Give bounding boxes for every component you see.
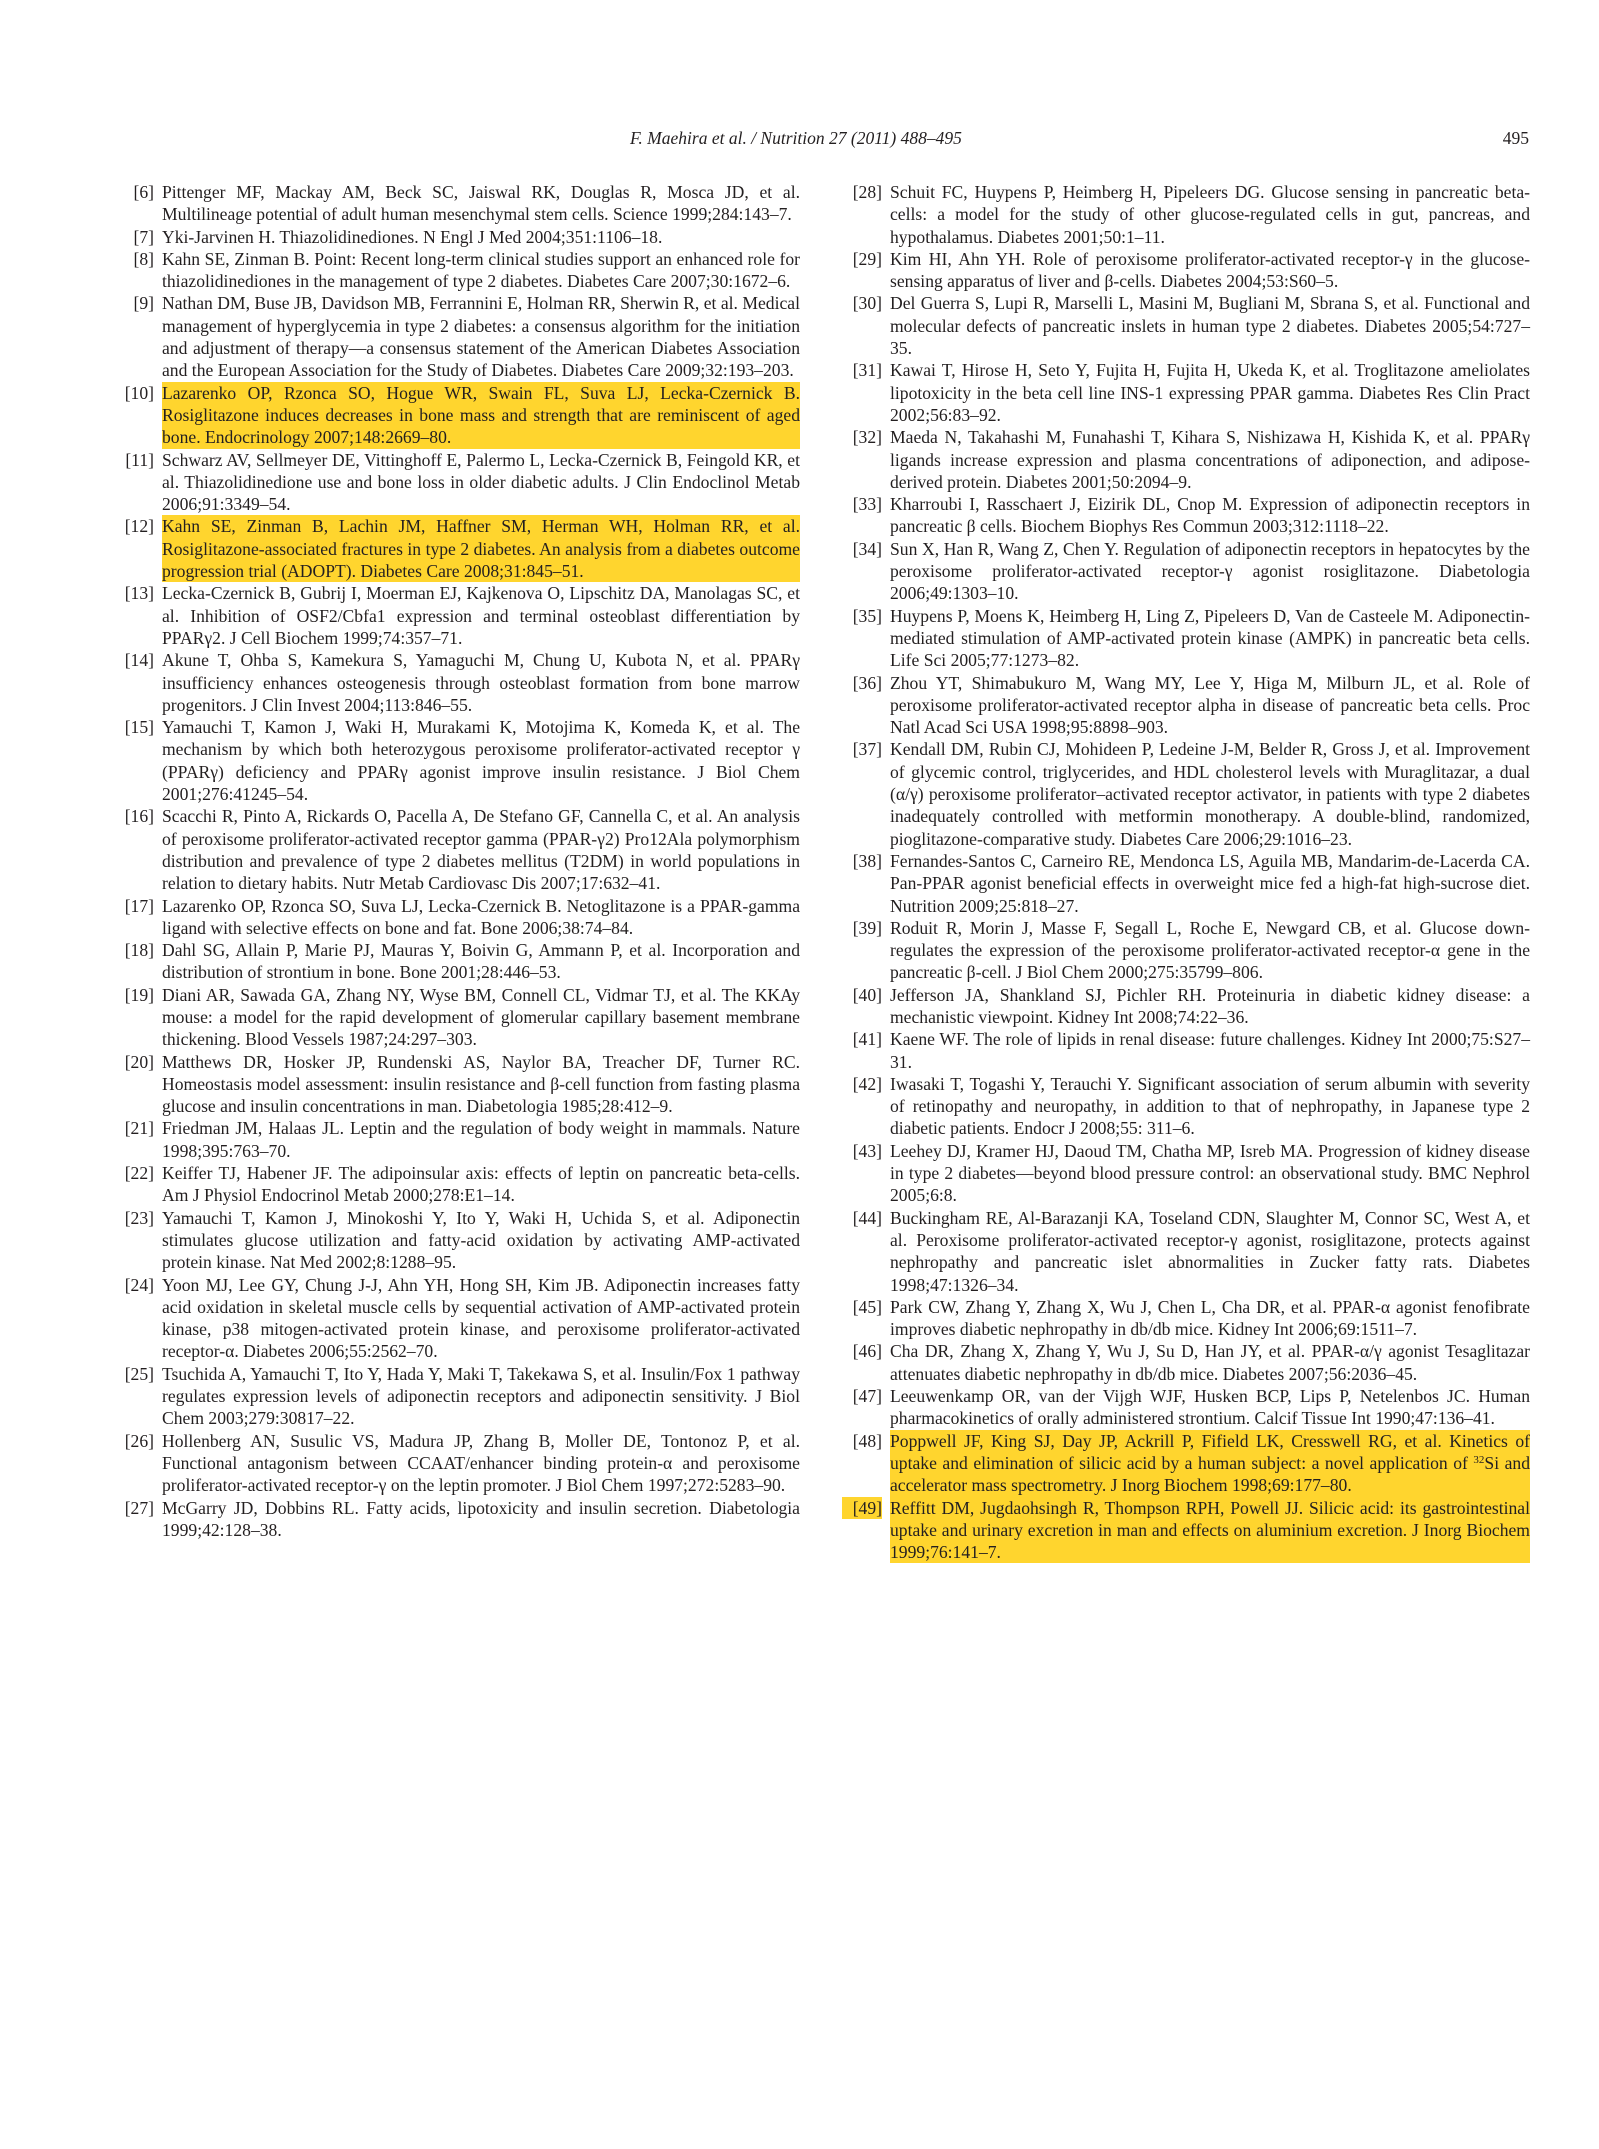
reference-text: Kim HI, Ahn YH. Role of peroxisome proliferator-activated receptor-γ in the glucose-sensing apparatus of liver and β-cells. Diabetes 2004;53:S60–5.	[890, 248, 1530, 292]
running-header	[0, 128, 1599, 154]
reference-number: [15]	[124, 717, 154, 738]
reference-text: Kahn SE, Zinman B. Point: Recent long-term clinical studies support an enhanced role for thiazolidinediones in the management of type 2 diabetes. Diabetes Care 2007;30:1672–6.	[162, 248, 800, 292]
reference-text: Fernandes-Santos C, Carneiro RE, Mendonca LS, Aguila MB, Mandarim-de-Lacerda CA. Pan-PPAR agonist beneficial effects in overweight mice fed a high-fat high-sucrose diet. Nutrition 2009;25:818–27.	[890, 850, 1530, 916]
reference-number: [35]	[852, 605, 882, 626]
reference-item	[842, 672, 1530, 739]
journal-citation: F. Maehira et al. / Nutrition 27 (2011) 488–495	[630, 128, 962, 148]
reference-number: [25]	[124, 1363, 154, 1384]
reference-item-highlighted	[842, 1430, 1530, 1497]
reference-text: Sun X, Han R, Wang Z, Chen Y. Regulation of adiponectin receptors in hepatocytes by the peroxisome proliferator-activated receptor-γ agonist rosiglitazone. Diabetologia 2006;49:1303–10.	[890, 538, 1530, 604]
reference-text: Lecka-Czernick B, Gubrij I, Moerman EJ, Kajkenova O, Lipschitz DA, Manolagas SC, et al. Inhibition of OSF2/Cbfa1 expression and terminal osteoblast differentiation by PPARγ2. J Cell Biochem 1999;74:357–71.	[162, 583, 800, 648]
reference-text: Diani AR, Sawada GA, Zhang NY, Wyse BM, Connell CL, Vidmar TJ, et al. The KKAy mouse: a model for the rapid development of glomerular capillary basement membrane thickening. Blood Vessels 1987;24:297–303.	[162, 984, 800, 1050]
reference-number: [47]	[852, 1386, 882, 1407]
reference-text: Del Guerra S, Lupi R, Marselli L, Masini M, Bugliani M, Sbrana S, et al. Functional and molecular defects of pancreatic inslets in human type 2 diabetes. Diabetes 2005;54:727–35.	[890, 293, 1530, 359]
reference-item	[842, 181, 1530, 248]
reference-text-highlighted: Reffitt DM, Jugdaohsingh R, Thompson RPH, Powell JJ. Silicic acid: its gastrointestinal uptake and urinary excretion in man and effects on aluminium excretion. J Inorg Biochem 1999;76:141–7.	[890, 1497, 1530, 1563]
reference-text: Jefferson JA, Shankland SJ, Pichler RH. Proteinuria in diabetic kidney disease: a mechanistic viewpoint. Kidney Int 2008;74:22–36.	[890, 984, 1530, 1027]
reference-number: [19]	[124, 984, 154, 1005]
reference-number: [13]	[124, 583, 154, 604]
reference-number: [48]	[852, 1430, 882, 1451]
reference-number: [38]	[852, 850, 882, 871]
reference-item	[114, 1363, 800, 1430]
reference-item-highlighted	[114, 382, 800, 449]
reference-item	[114, 1274, 800, 1363]
reference-item	[114, 292, 800, 381]
reference-item	[842, 493, 1530, 538]
reference-item	[842, 605, 1530, 672]
reference-item	[842, 359, 1530, 426]
reference-item-highlighted	[114, 515, 800, 582]
reference-number: [45]	[852, 1296, 882, 1317]
isotope-superscript: 32	[1473, 1453, 1485, 1466]
reference-text: Kendall DM, Rubin CJ, Mohideen P, Ledeine J-M, Belder R, Gross J, et al. Improvement of glycemic control, triglycerides, and HDL cholesterol levels with Muraglitazar, a dual (α/γ) peroxisome proliferator–activated receptor activator, in patients with type 2 diabetes inadequately controlled with metformin monotherapy. A double-blind, randomized, pioglitazone-comparative study. Diabetes Care 2006;29:1016–23.	[890, 739, 1530, 849]
reference-text: Yamauchi T, Kamon J, Minokoshi Y, Ito Y, Waki H, Uchida S, et al. Adiponectin stimulates glucose utilization and fatty-acid oxidation by activating AMP-activated protein kinase. Nat Med 2002;8:1288–95.	[162, 1207, 800, 1273]
reference-item	[842, 984, 1530, 1029]
reference-text: Lazarenko OP, Rzonca SO, Suva LJ, Lecka-Czernick B. Netoglitazone is a PPAR-gamma ligand with selective effects on bone and fat. Bone 2006;38:74–84.	[162, 895, 800, 938]
reference-number-highlighted: [49]	[842, 1497, 882, 1519]
reference-text-highlighted: Lazarenko OP, Rzonca SO, Hogue WR, Swain FL, Suva LJ, Lecka-Czernick B. Rosiglitazone induces decreases in bone mass and strength that are reminiscent of aged bone. Endocrinology 2007;148:2669–80.	[162, 382, 800, 448]
reference-number: [17]	[124, 895, 154, 916]
reference-number: [36]	[852, 672, 882, 693]
reference-number: [32]	[852, 427, 882, 448]
reference-number: [10]	[124, 382, 154, 403]
reference-number: [28]	[852, 182, 882, 202]
reference-item	[842, 292, 1530, 359]
reference-text: Huypens P, Moens K, Heimberg H, Ling Z, Pipeleers D, Van de Casteele M. Adiponectin-mediated stimulation of AMP-activated protein kinase (AMPK) in pancreatic beta cells. Life Sci 2005;77:1273–82.	[890, 605, 1530, 671]
reference-text: Kawai T, Hirose H, Seto Y, Fujita H, Fujita H, Ukeda K, et al. Troglitazone ameliolates lipotoxicity in the beta cell line INS-1 expressing PPAR gamma. Diabetes Res Clin Pract 2002;56:83–92.	[890, 360, 1530, 425]
reference-item	[114, 805, 800, 894]
reference-item	[842, 1073, 1530, 1140]
reference-number: [18]	[124, 940, 154, 961]
reference-text: Friedman JM, Halaas JL. Leptin and the regulation of body weight in mammals. Nature 1998;395:763–70.	[162, 1118, 800, 1161]
reference-number: [14]	[124, 650, 154, 671]
reference-text: Leeuwenkamp OR, van der Vijgh WJF, Husken BCP, Lips P, Netelenbos JC. Human pharmacokinetics of orally administered strontium. Calcif Tissue Int 1990;47:136–41.	[890, 1386, 1530, 1429]
reference-number: [27]	[124, 1497, 154, 1518]
reference-text: Scacchi R, Pinto A, Rickards O, Pacella A, De Stefano GF, Cannella C, et al. An analysis of peroxisome proliferator-activated receptor gamma (PPAR-γ2) Pro12Ala polymorphism distribution and prevalence of type 2 diabetes mellitus (T2DM) in world populations in relation to dietary habits. Nutr Metab Cardiovasc Dis 2007;17:632–41.	[162, 806, 800, 894]
reference-item	[842, 850, 1530, 917]
reference-number: [21]	[124, 1118, 154, 1139]
reference-text: Yki-Jarvinen H. Thiazolidinediones. N Engl J Med 2004;351:1106–18.	[162, 226, 663, 247]
reference-text: Nathan DM, Buse JB, Davidson MB, Ferrannini E, Holman RR, Sherwin R, et al. Medical management of hyperglycemia in type 2 diabetes: a consensus algorithm for the initiation and adjustment of therapy—a consensus statement of the American Diabetes Association and the European Association for the Study of Diabetes. Diabetes Care 2009;32:193–203.	[162, 293, 800, 381]
reference-number: [20]	[124, 1051, 154, 1072]
reference-text: Buckingham RE, Al-Barazanji KA, Toseland CDN, Slaughter M, Connor SC, West A, et al. Peroxisome proliferator-activated receptor-γ agonist, rosiglitazone, protects against nephropathy and pancreatic islet abnormalities in Zucker fatty rats. Diabetes 1998;47:1326–34.	[890, 1207, 1530, 1295]
reference-item	[842, 1028, 1530, 1073]
reference-item	[842, 1340, 1530, 1385]
reference-number: [6]	[133, 182, 154, 202]
reference-text: Yoon MJ, Lee GY, Chung J-J, Ahn YH, Hong SH, Kim JB. Adiponectin increases fatty acid oxidation in skeletal muscle cells by sequential activation of AMP-activated protein kinase, p38 mitogen-activated protein kinase, and peroxisome proliferator-activated receptor-α. Diabetes 2006;55:2562–70.	[162, 1274, 800, 1362]
reference-text: Kharroubi I, Rasschaert J, Eizirik DL, Cnop M. Expression of adiponectin receptors in pancreatic β cells. Biochem Biophys Res Commun 2003;312:1118–22.	[890, 494, 1530, 537]
reference-item	[842, 426, 1530, 493]
reference-text: Schwarz AV, Sellmeyer DE, Vittinghoff E, Palermo L, Lecka-Czernick B, Feingold KR, et al. Thiazolidinedione use and bone loss in older diabetic adults. J Clin Endoclinol Metab 2006;91:3349–54.	[162, 449, 800, 515]
reference-item	[114, 1117, 800, 1162]
reference-text-highlighted	[890, 1430, 1530, 1497]
reference-item	[842, 538, 1530, 605]
reference-item	[114, 449, 800, 516]
reference-item-highlighted	[842, 1497, 1530, 1564]
page-number: 495	[1502, 128, 1529, 148]
reference-text: Keiffer TJ, Habener JF. The adipoinsular axis: effects of leptin on pancreatic beta-cells. Am J Physiol Endocrinol Metab 2000;278:E1–14.	[162, 1163, 800, 1206]
reference-item	[842, 1207, 1530, 1296]
reference-item	[842, 738, 1530, 849]
reference-number: [34]	[852, 538, 882, 559]
reference-item	[114, 1430, 800, 1497]
reference-number: [39]	[852, 917, 882, 938]
reference-item	[842, 1296, 1530, 1341]
reference-text: Zhou YT, Shimabukuro M, Wang MY, Lee Y, Higa M, Milburn JL, et al. Role of peroxisome proliferator-activated receptor alpha in disease of pancreatic beta cells. Proc Natl Acad Sci USA 1998;95:8898–903.	[890, 672, 1530, 738]
reference-number: [46]	[852, 1341, 882, 1362]
reference-number: [22]	[124, 1163, 154, 1184]
reference-text: Cha DR, Zhang X, Zhang Y, Wu J, Su D, Han JY, et al. PPAR-α/γ agonist Tesaglitazar attenuates diabetic nephropathy in db/db mice. Diabetes 2007;56:2036–45.	[890, 1341, 1530, 1384]
reference-number: [24]	[124, 1274, 154, 1295]
reference-text-part: Si and accelerator mass spectrometry. J Inorg Biochem 1998;69:177–80.	[890, 1452, 1531, 1496]
reference-number: [29]	[852, 248, 882, 269]
reference-number: [44]	[852, 1207, 882, 1228]
references-left-column	[114, 181, 800, 1541]
reference-number: [30]	[852, 293, 882, 314]
reference-item	[114, 984, 800, 1051]
reference-number: [33]	[852, 494, 882, 515]
reference-number: [37]	[852, 739, 882, 760]
reference-number: [40]	[852, 984, 882, 1005]
reference-number: [23]	[124, 1207, 154, 1228]
reference-item	[114, 582, 800, 649]
reference-text: Kaene WF. The role of lipids in renal disease: future challenges. Kidney Int 2000;75:S27–31.	[890, 1029, 1530, 1072]
reference-number: [9]	[133, 293, 154, 314]
reference-text: Iwasaki T, Togashi Y, Terauchi Y. Significant association of serum albumin with severity of retinopathy and neuropathy, in addition to that of nephropathy, in Japanese type 2 diabetic patients. Endocr J 2008;55: 311–6.	[890, 1073, 1530, 1139]
reference-number: [7]	[133, 226, 154, 247]
reference-number: [41]	[852, 1029, 882, 1050]
reference-number: [12]	[124, 516, 154, 537]
reference-number: [43]	[852, 1140, 882, 1161]
references-right-column	[842, 181, 1530, 1563]
reference-text: Tsuchida A, Yamauchi T, Ito Y, Hada Y, Maki T, Takekawa S, et al. Insulin/Fox 1 pathway regulates expression levels of adiponectin receptors and adiponectin sensitivity. J Biol Chem 2003;279:30817–22.	[162, 1363, 800, 1429]
reference-number: [8]	[133, 248, 154, 269]
reference-item	[114, 1051, 800, 1118]
reference-number: [11]	[125, 449, 154, 470]
reference-text: Park CW, Zhang Y, Zhang X, Wu J, Chen L, Cha DR, et al. PPAR-α agonist fenofibrate improves diabetic nephropathy in db/db mice. Kidney Int 2006;69:1511–7.	[890, 1296, 1530, 1340]
reference-text: Hollenberg AN, Susulic VS, Madura JP, Zhang B, Moller DE, Tontonoz P, et al. Functional antagonism between CCAAT/enhancer binding protein-α and peroxisome proliferator-activated receptor-γ on the leptin promoter. J Biol Chem 1997;272:5283–90.	[162, 1430, 800, 1496]
reference-text: Pittenger MF, Mackay AM, Beck SC, Jaiswal RK, Douglas R, Mosca JD, et al. Multilineage potential of adult human mesenchymal stem cells. Science 1999;284:143–7.	[162, 182, 800, 225]
reference-item	[842, 248, 1530, 293]
reference-item	[114, 716, 800, 805]
reference-text: Maeda N, Takahashi M, Funahashi T, Kihara S, Nishizawa H, Kishida K, et al. PPARγ ligands increase expression and plasma concentrations of adiponection, and adipose-derived protein. Diabetes 2001;50:2094–9.	[890, 427, 1530, 492]
reference-text: Yamauchi T, Kamon J, Waki H, Murakami K, Motojima K, Komeda K, et al. The mechanism by which both heterozygous peroxisome proliferator-activated receptor γ (PPARγ) deficiency and PPARγ agonist improve insulin resistance. J Biol Chem 2001;276:41245–54.	[162, 717, 800, 805]
reference-item	[114, 248, 800, 293]
reference-item	[842, 1140, 1530, 1207]
reference-text: Dahl SG, Allain P, Marie PJ, Mauras Y, Boivin G, Ammann P, et al. Incorporation and distribution of strontium in bone. Bone 2001;28:446–53.	[162, 940, 800, 983]
reference-number: [31]	[852, 360, 882, 381]
reference-text: Leehey DJ, Kramer HJ, Daoud TM, Chatha MP, Isreb MA. Progression of kidney disease in type 2 diabetes—beyond blood pressure control: an observational study. BMC Nephrol 2005;6:8.	[890, 1140, 1530, 1206]
reference-item	[842, 917, 1530, 984]
reference-number: [26]	[124, 1430, 154, 1451]
reference-text: McGarry JD, Dobbins RL. Fatty acids, lipotoxicity and insulin secretion. Diabetologia 1999;42:128–38.	[162, 1497, 800, 1540]
reference-number: [16]	[124, 806, 154, 827]
reference-item	[114, 181, 800, 226]
reference-text: Roduit R, Morin J, Masse F, Segall L, Roche E, Newgard CB, et al. Glucose down-regulates the expression of the peroxisome proliferator-activated receptor-α gene in the pancreatic β-cell. J Biol Chem 2000;275:35799–806.	[890, 917, 1530, 983]
reference-text-highlighted: Kahn SE, Zinman B, Lachin JM, Haffner SM, Herman WH, Holman RR, et al. Rosiglitazone-associated fractures in type 2 diabetes. An analysis from a diabetes outcome progression trial (ADOPT). Diabetes Care 2008;31:845–51.	[162, 516, 800, 582]
reference-number: [42]	[852, 1073, 882, 1094]
reference-text: Schuit FC, Huypens P, Heimberg H, Pipeleers DG. Glucose sensing in pancreatic beta-cells: a model for the study of other glucose-regulated cells in gut, pancreas, and hypothalamus. Diabetes 2001;50:1–11.	[890, 182, 1530, 247]
reference-item	[114, 895, 800, 940]
reference-item	[114, 1162, 800, 1207]
reference-text-part: Poppwell JF, King SJ, Day JP, Ackrill P, Fifield LK, Cresswell RG, et al. Kinetics of uptake and elimination of silicic acid by a human subject: a novel application of	[890, 1430, 1530, 1473]
reference-item	[114, 939, 800, 984]
reference-item	[114, 1497, 800, 1542]
reference-item	[842, 1385, 1530, 1430]
reference-text: Matthews DR, Hosker JP, Rundenski AS, Naylor BA, Treacher DF, Turner RC. Homeostasis model assessment: insulin resistance and β-cell function from fasting plasma glucose and insulin concentrations in man. Diabetologia 1985;28:412–9.	[162, 1051, 800, 1117]
reference-text: Akune T, Ohba S, Kamekura S, Yamaguchi M, Chung U, Kubota N, et al. PPARγ insufficiency enhances osteogenesis through osteoblast formation from bone marrow progenitors. J Clin Invest 2004;113:846–55.	[162, 650, 800, 715]
reference-item	[114, 1207, 800, 1274]
reference-item	[114, 226, 800, 248]
reference-item	[114, 649, 800, 716]
